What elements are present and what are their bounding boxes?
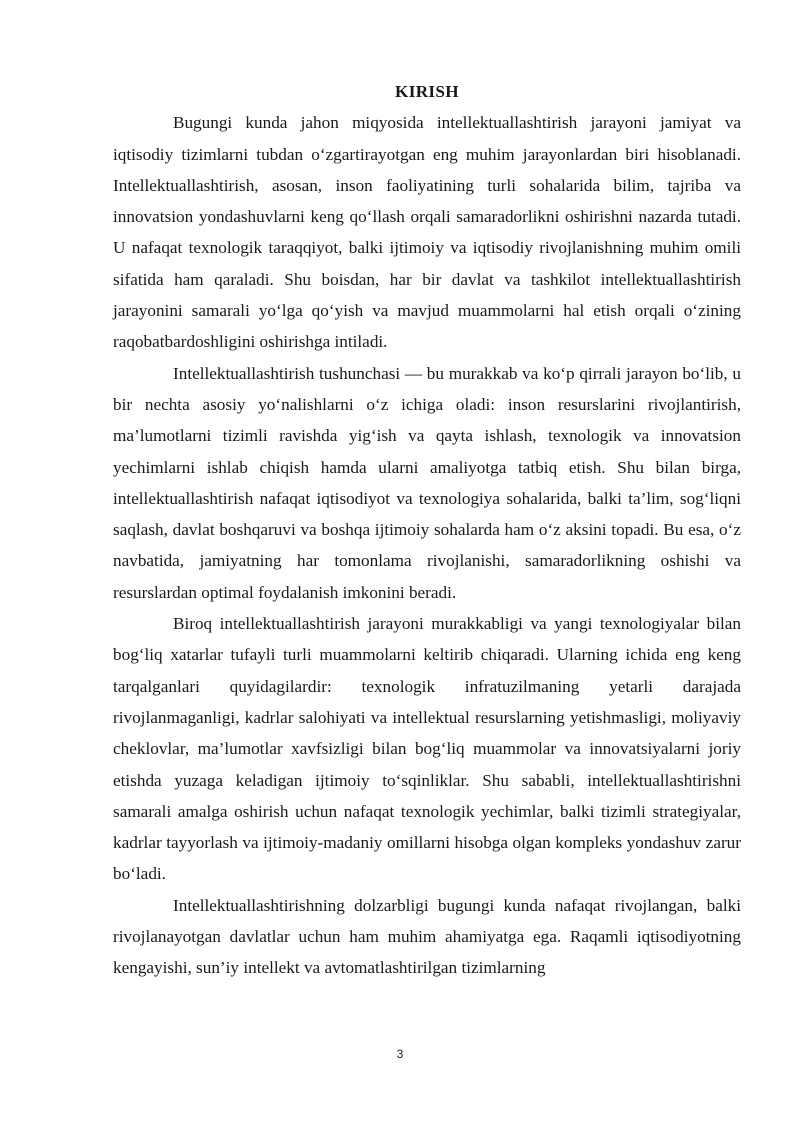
paragraph: Intellektuallashtirishning dolzarbligi bugungi kunda nafaqat rivojlangan, balki rivojlanayotgan davlatlar uchun ham muhim ahamiyatga ega. Raqamli iqtisodiyotning kengayishi, sun’iy intellekt va avtomatlashtirilgan tizimlarning: [113, 895, 741, 978]
section-title: KIRISH: [395, 82, 459, 101]
paragraph: Intellektuallashtirish tushunchasi — bu murakkab va ko‘p qirrali jarayon bo‘lib, u bir nechta asosiy yo‘nalishlarni o‘z ichiga oladi: inson resurslarini rivojlantirish, ma’lumotlarni tizimli ravishda yig‘ish va qayta ishlash, texnologik va innovatsion yechimlarni ishlab chiqish hamda ularni amaliyotga tatbiq etish. Shu bilan birga, intellektuallashtirish nafaqat iqtisodiyot va texnologiya sohalarida, balki ta’lim, sog‘liqni saqlash, davlat boshqaruvi va boshqa ijtimoiy sohalarda ham o‘z aksini topadi. Bu esa, o‘z navbatida, jamiyatning har tomonlama rivojlanishi, samaradorlikning oshishi va resurslardan optimal foydalanish imkonini beradi.: [113, 363, 741, 602]
paragraph: Bugungi kunda jahon miqyosida intellektuallashtirish jarayoni jamiyat va iqtisodiy tizimlarni tubdan o‘zgartirayotgan eng muhim jarayonlardan biri hisoblanadi. Intellektuallashtirish, asosan, inson faoliyatining turli sohalarida bilim, tajriba va innovatsion yondashuvlarni keng qo‘llash orqali samaradorlikni oshirishni nazarda tutadi. U nafaqat texnologik taraqqiyot, balki ijtimoiy va iqtisodiy rivojlanishning muhim omili sifatida ham qaraladi. Shu boisdan, har bir davlat va tashkilot intellektuallashtirish jarayonini samarali yo‘lga qo‘yish va mavjud muammolarni hal etish orqali o‘zining raqobatbardoshligini oshirishga intiladi.: [113, 113, 741, 352]
page-content: [113, 76, 741, 984]
page-number: 3: [396, 1047, 404, 1061]
paragraph: Biroq intellektuallashtirish jarayoni murakkabligi va yangi texnologiyalar bilan bog‘liq xatarlar tufayli turli muammolarni keltirib chiqaradi. Ularning ichida eng keng tarqalganlari quyidagilardir: texnologik infratuzilmaning yetarli darajada rivojlanmaganligi, kadrlar salohiyati va intellektual resurslarning yetishmasligi, moliyaviy cheklovlar, ma’lumotlar xavfsizligi bilan bog‘liq muammolar va innovatsiyalarni joriy etishda yuzaga keladigan ijtimoiy to‘sqinliklar. Shu sababli, intellektuallashtirishni samarali amalga oshirish uchun nafaqat texnologik yechimlar, balki tizimli strategiyalar, kadrlar tayyorlash va ijtimoiy-madaniy omillarni hisobga olgan kompleks yondashuv zarur bo‘ladi.: [113, 614, 741, 884]
